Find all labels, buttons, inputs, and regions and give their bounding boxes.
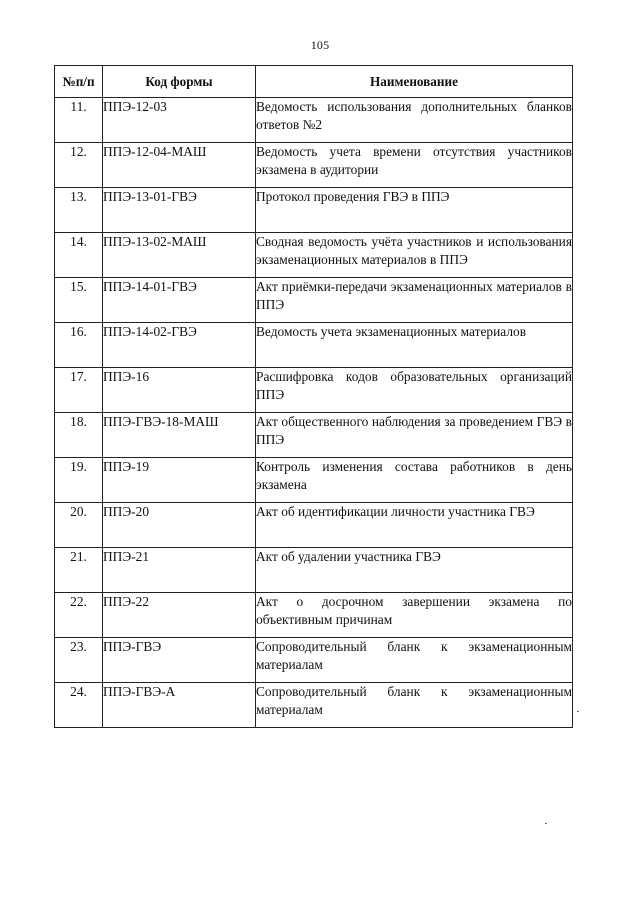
row-form-name: Акт общественного наблюдения за проведением ГВЭ в ППЭ [256,413,573,458]
row-form-name: Сопроводительный бланк к экзаменационным материалам [256,638,573,683]
row-form-code: ППЭ-21 [103,548,256,593]
page-number: 105 [310,38,330,52]
table-row [55,368,573,413]
table-header [55,66,573,98]
row-number: 16. [55,323,103,368]
row-form-name: Контроль изменения состава работников в день экзамена [256,458,573,503]
table-row [55,638,573,683]
row-form-name: Расшифровка кодов образовательных организаций ППЭ [256,368,573,413]
table-row [55,503,573,548]
header-form-code: Код формы [103,66,256,98]
row-number: 19. [55,458,103,503]
table-row [55,143,573,188]
row-form-code: ППЭ-22 [103,593,256,638]
row-form-code: ППЭ-13-02-МАШ [103,233,256,278]
row-form-name: Ведомость учета экзаменационных материалов [256,323,573,368]
row-number: 24. [55,683,103,728]
row-form-name: Сопроводительный бланк к экзаменационным материалам [256,683,573,728]
row-number: 23. [55,638,103,683]
table-row [55,98,573,143]
row-number: 18. [55,413,103,458]
table-row [55,233,573,278]
row-form-code: ППЭ-12-03 [103,98,256,143]
row-number: 13. [55,188,103,233]
row-form-name: Протокол проведения ГВЭ в ППЭ [256,188,573,233]
table-row [55,413,573,458]
table-row [55,188,573,233]
row-number: 21. [55,548,103,593]
header-number: №п/п [55,66,103,98]
row-form-code: ППЭ-13-01-ГВЭ [103,188,256,233]
row-number: 20. [55,503,103,548]
scan-speck [577,711,579,712]
row-form-code: ППЭ-19 [103,458,256,503]
forms-table [54,65,573,728]
row-form-code: ППЭ-ГВЭ [103,638,256,683]
row-number: 11. [55,98,103,143]
row-number: 14. [55,233,103,278]
row-form-code: ППЭ-12-04-МАШ [103,143,256,188]
row-form-name: Ведомость использования дополнительных бланков ответов №2 [256,98,573,143]
row-form-code: ППЭ-ГВЭ-А [103,683,256,728]
row-form-code: ППЭ-14-01-ГВЭ [103,278,256,323]
row-form-code: ППЭ-16 [103,368,256,413]
row-form-name: Акт приёмки-передачи экзаменационных материалов в ППЭ [256,278,573,323]
table-row [55,593,573,638]
row-form-name: Акт о досрочном завершении экзамена по объективным причинам [256,593,573,638]
table-row [55,458,573,503]
row-form-name: Акт об идентификации личности участника ГВЭ [256,503,573,548]
row-form-name: Акт об удалении участника ГВЭ [256,548,573,593]
table-row [55,548,573,593]
row-form-name: Ведомость учета времени отсутствия участников экзамена в аудитории [256,143,573,188]
table-row [55,278,573,323]
row-number: 12. [55,143,103,188]
row-form-code: ППЭ-20 [103,503,256,548]
header-name: Наименование [256,66,573,98]
row-form-name: Сводная ведомость учёта участников и использования экзаменационных материалов в ППЭ [256,233,573,278]
table-body [55,98,573,728]
row-form-code: ППЭ-ГВЭ-18-МАШ [103,413,256,458]
row-number: 22. [55,593,103,638]
table-row [55,323,573,368]
row-form-code: ППЭ-14-02-ГВЭ [103,323,256,368]
row-number: 15. [55,278,103,323]
table-row [55,683,573,728]
scan-speck [545,823,547,824]
row-number: 17. [55,368,103,413]
